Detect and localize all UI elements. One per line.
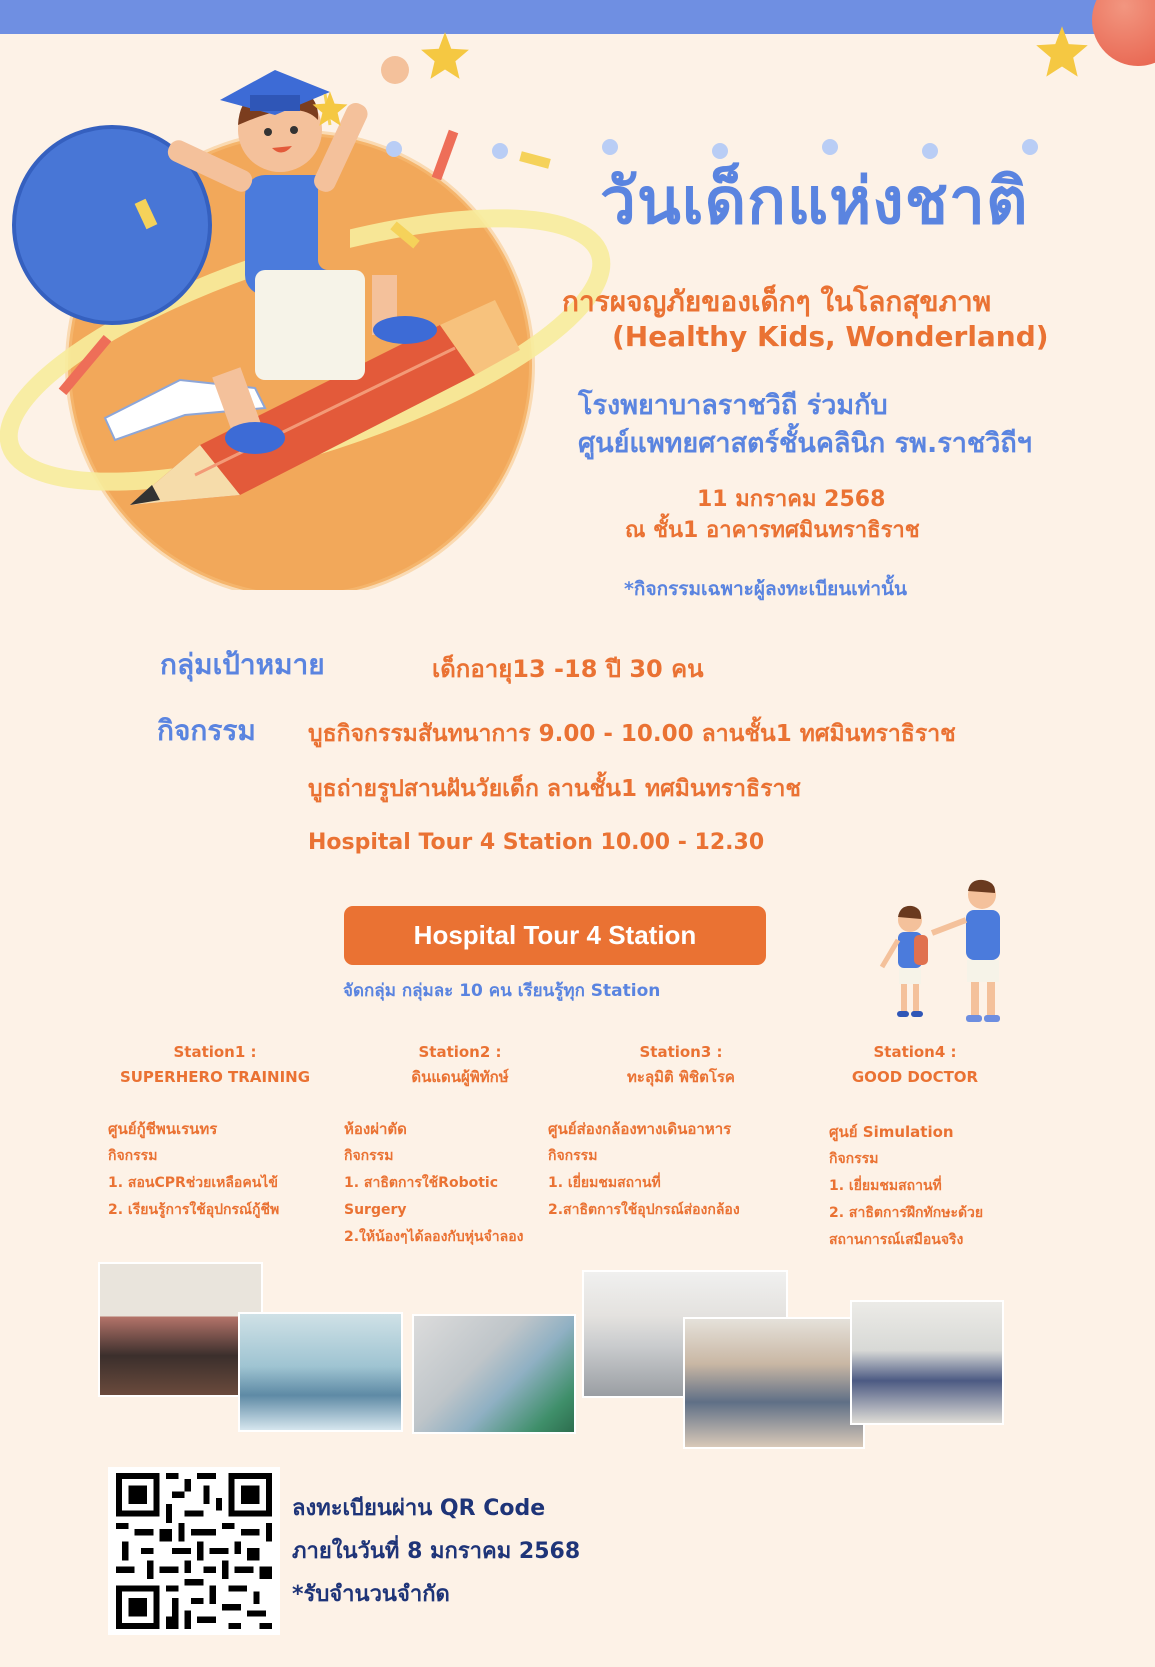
- star-icon: [310, 90, 350, 128]
- page-title: วันเด็กแห่งชาติ: [600, 165, 1029, 239]
- station-activity-line: 1. สอนCPRช่วยเหลือคนไข้: [108, 1175, 278, 1191]
- activities-label: กิจกรรม: [157, 714, 256, 747]
- star-icon: [1033, 24, 1091, 80]
- station-activity-line: 1. เยี่ยมชมสถานที่: [829, 1178, 942, 1194]
- station-activity-line: 1. สาธิตการใช้Robotic: [344, 1175, 498, 1191]
- station-location: ศูนย์ Simulation: [829, 1123, 954, 1141]
- station-activity-line: 2. สาธิตการฝึกทักษะด้วย: [829, 1205, 984, 1221]
- station3-details: [548, 1116, 740, 1224]
- station-activity-line: 2.ให้น้องๆได้ลองกับหุ่นจำลอง: [344, 1229, 524, 1245]
- subtitle-thai: การผจญภัยของเด็กๆ ในโลกสุขภาพ: [562, 285, 992, 318]
- station-location: ศูนย์กู้ชีพนเรนทร: [108, 1120, 218, 1138]
- station-activity-line: 1. เยี่ยมชมสถานที่: [548, 1175, 661, 1191]
- station-name: GOOD DOCTOR: [851, 1068, 979, 1086]
- photo-endoscopy-demo: [683, 1317, 865, 1449]
- station-name: ดินแดนผู้พิทักษ์: [411, 1068, 509, 1086]
- station-activity-label: กิจกรรม: [548, 1148, 598, 1164]
- station-number: Station4 :: [873, 1043, 957, 1061]
- top-bar: [0, 0, 1155, 34]
- station2-details: [344, 1116, 523, 1251]
- target-group-value: เด็กอายุ13 -18 ปี 30 คน: [432, 655, 704, 683]
- activity-item: บูธถ่ายรูปสานฝันวัยเด็ก ลานชั้น1 ทศมินทราธิราช: [308, 776, 801, 802]
- registration-line: ลงทะเบียนผ่าน QR Code: [292, 1496, 546, 1521]
- station-activity-label: กิจกรรม: [344, 1148, 394, 1164]
- station1-details: [108, 1116, 279, 1224]
- qr-code[interactable]: [108, 1467, 280, 1635]
- station3-header: [566, 1040, 796, 1090]
- station-activity-line: 2.สาธิตการใช้อุปกรณ์ส่องกล้อง: [548, 1202, 740, 1218]
- registration-note: *กิจกรรมเฉพาะผู้ลงทะเบียนเท่านั้น: [624, 578, 907, 600]
- station2-header: [345, 1040, 575, 1090]
- star-icon: [418, 30, 472, 82]
- station4-header: [800, 1040, 1030, 1090]
- photo-robotic-surgery: [412, 1314, 576, 1434]
- station-number: Station1 :: [173, 1043, 257, 1061]
- station-activity-line: 2. เรียนรู้การใช้อุปกรณ์กู้ชีพ: [108, 1202, 280, 1218]
- registration-deadline: ภายในวันที่ 8 มกราคม 2568: [292, 1539, 581, 1564]
- station-location: ห้องผ่าตัด: [344, 1120, 407, 1138]
- station-name: ทะลุมิติ พิชิตโรค: [627, 1068, 735, 1086]
- registration-info: [292, 1487, 580, 1616]
- organizer-line1: โรงพยาบาลราชวิถี ร่วมกับ: [578, 390, 888, 421]
- activity-item: Hospital Tour 4 Station 10.00 - 12.30: [308, 830, 765, 855]
- station-number: Station3 :: [639, 1043, 723, 1061]
- station1-header: [100, 1040, 330, 1090]
- decorative-ball: [1092, 0, 1155, 66]
- photo-simulation-center: [850, 1300, 1004, 1425]
- station4-details: [829, 1119, 983, 1254]
- qr-code-graphic: [114, 1473, 274, 1629]
- activity-item: บูธกิจกรรมสันทนาการ 9.00 - 10.00 ลานชั้น1 ทศมินทราธิราช: [308, 721, 956, 747]
- station-activity-label: กิจกรรม: [108, 1148, 158, 1164]
- organizer-line2: ศูนย์แพทยศาสตร์ชั้นคลินิก รพ.ราชวิถีฯ: [578, 428, 1032, 459]
- event-place: ณ ชั้น1 อาคารทศมินทราธิราช: [625, 518, 920, 543]
- event-date: 11 มกราคม 2568: [697, 487, 886, 512]
- station-activity-label: กิจกรรม: [829, 1151, 879, 1167]
- target-group-label: กลุ่มเป้าหมาย: [160, 648, 325, 681]
- tour-subtitle: จัดกลุ่ม กลุ่มละ 10 คน เรียนรู้ทุก Station: [343, 981, 661, 1001]
- station-location: ศูนย์ส่องกล้องทางเดินอาหาร: [548, 1120, 732, 1138]
- station-activity-line: Surgery: [344, 1202, 407, 1218]
- hospital-tour-button[interactable]: Hospital Tour 4 Station: [344, 906, 766, 965]
- station-name: SUPERHERO TRAINING: [119, 1068, 311, 1086]
- station-number: Station2 :: [418, 1043, 502, 1061]
- registration-limit: *รับจำนวนจำกัด: [292, 1582, 450, 1607]
- station-activity-line: สถานการณ์เสมือนจริง: [829, 1232, 964, 1248]
- subtitle-english: (Healthy Kids, Wonderland): [612, 320, 1049, 353]
- photo-operating-room: [238, 1312, 403, 1432]
- kids-illustration: [870, 875, 1020, 1030]
